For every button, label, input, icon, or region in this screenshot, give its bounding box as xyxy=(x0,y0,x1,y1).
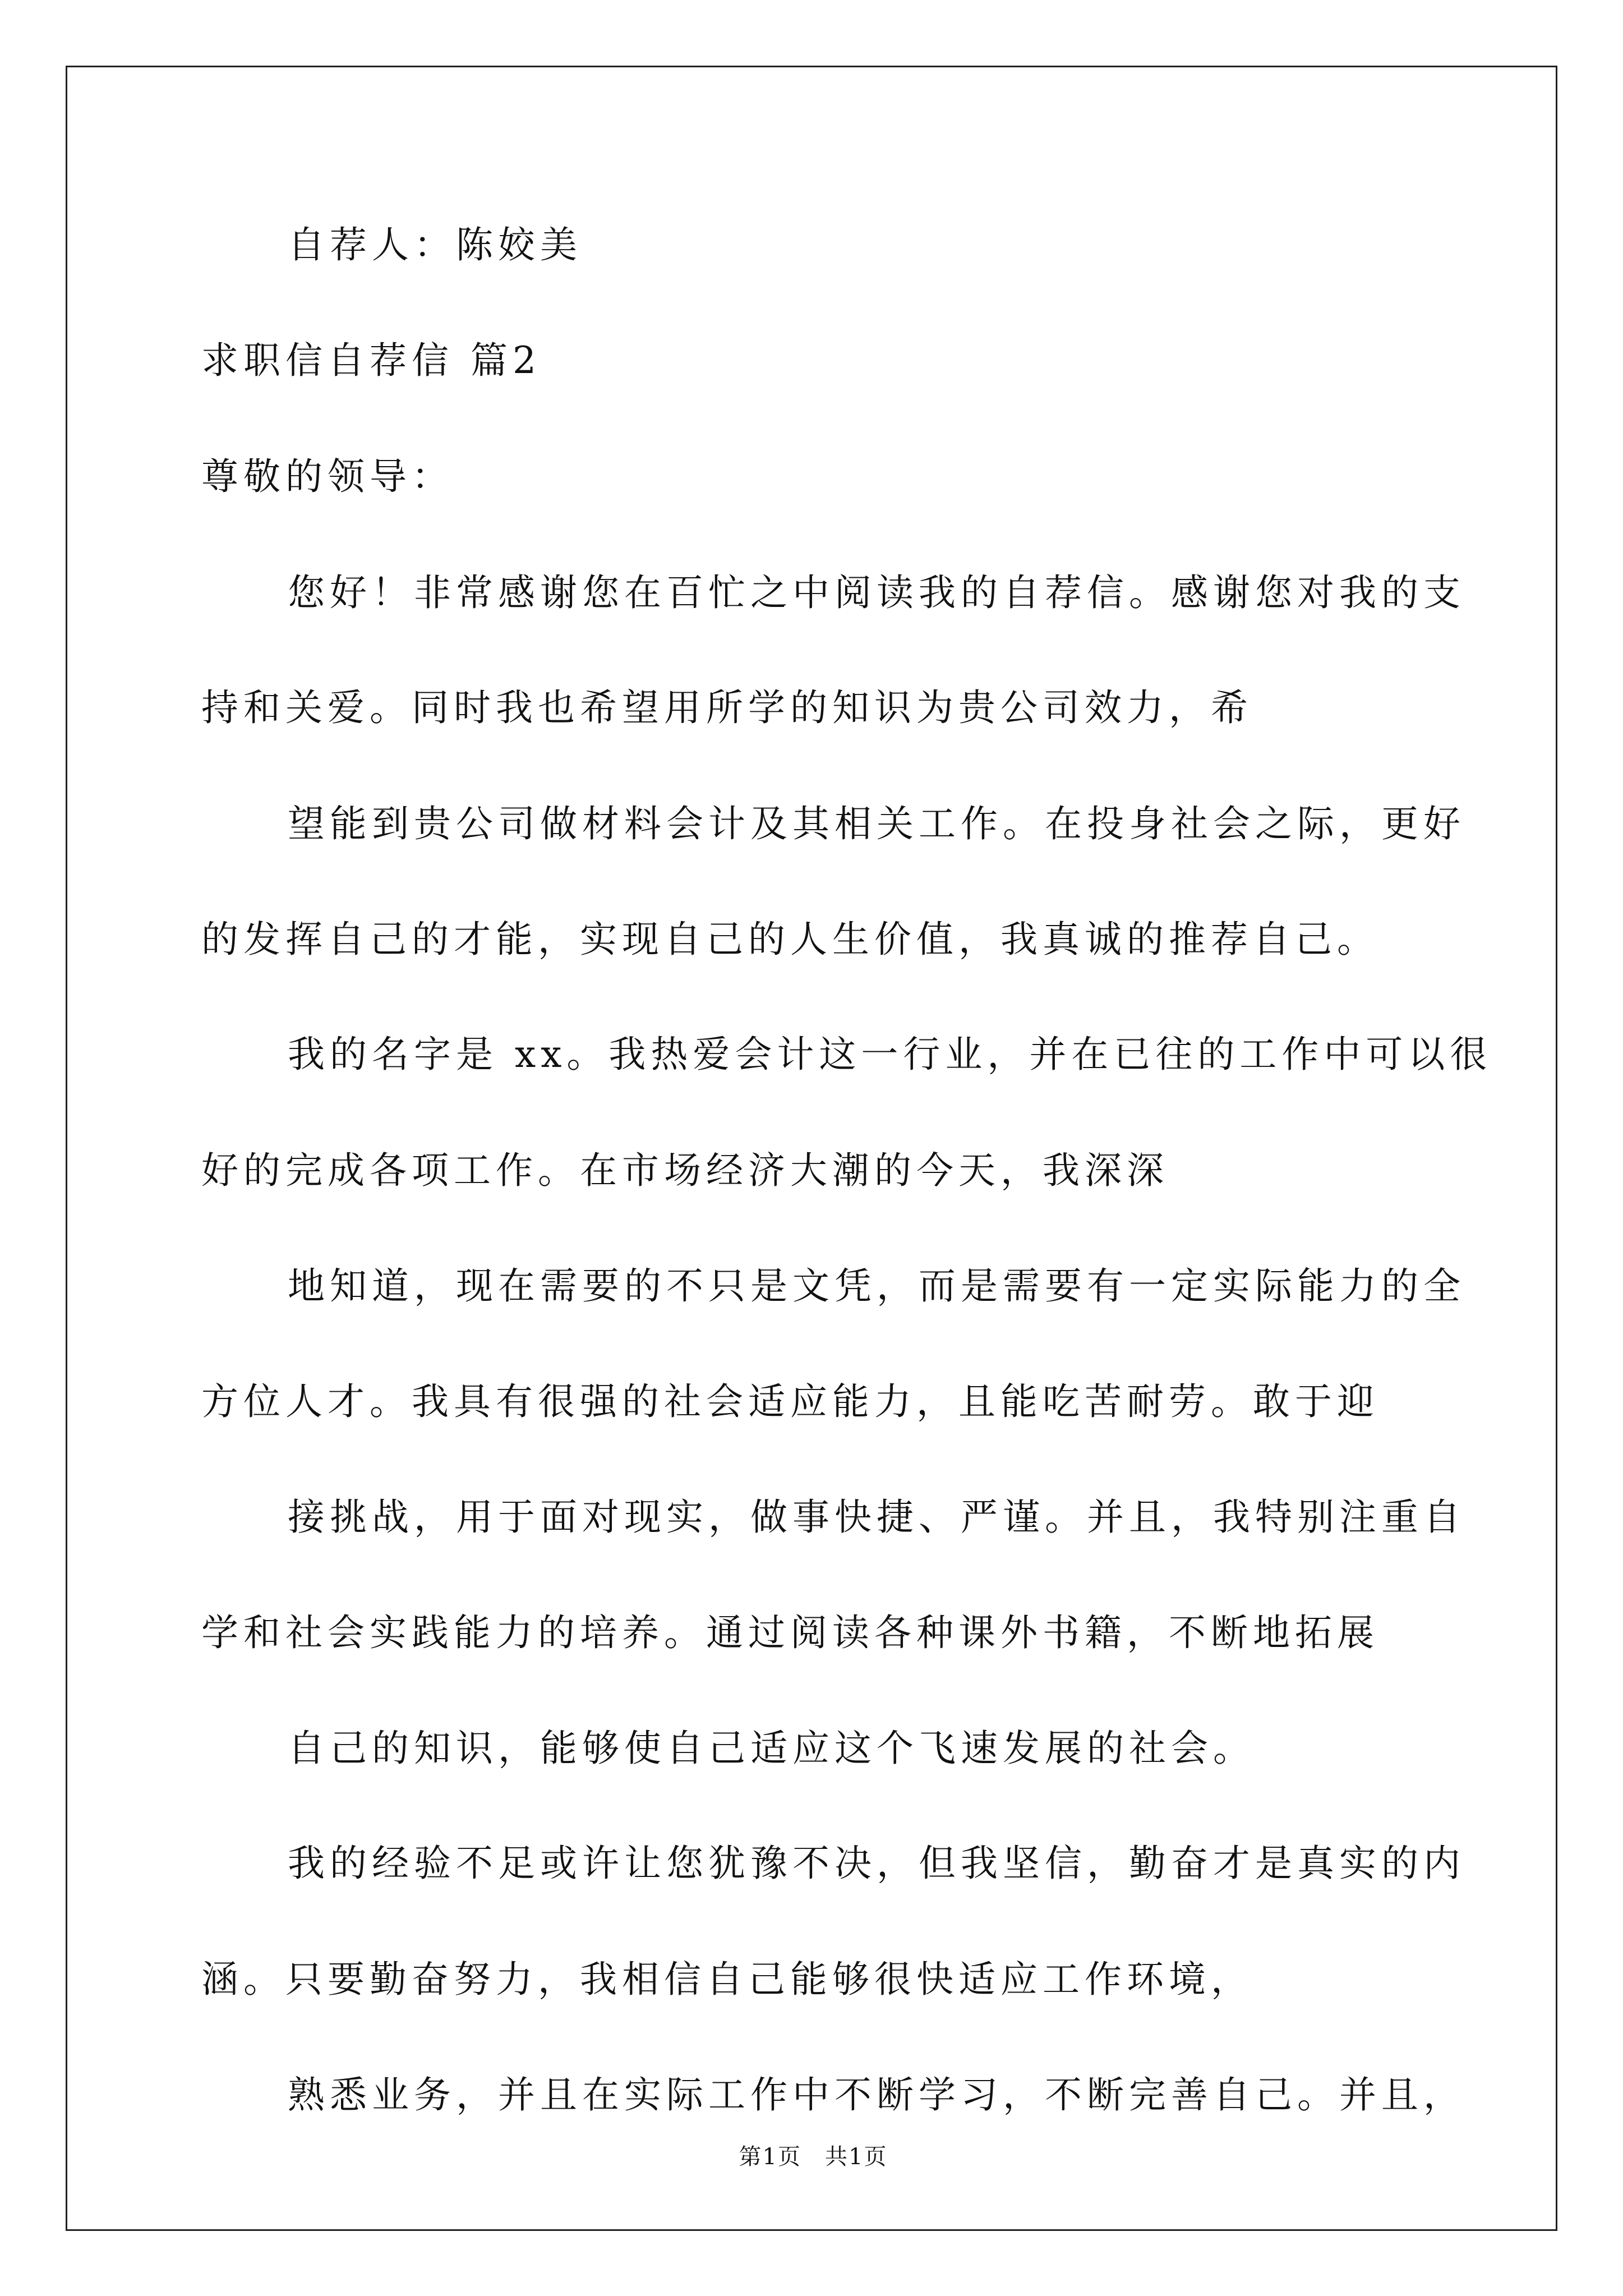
signature-line: 自荐人：陈姣美 xyxy=(288,223,582,266)
body-line: 涵。只要勤奋努力，我相信自己能够很快适应工作环境， xyxy=(201,1958,1253,2001)
body-line: 好的完成各项工作。在市场经济大潮的今天，我深深 xyxy=(201,1149,1169,1192)
body-line: 望能到贵公司做材料会计及其相关工作。在投身社会之际，更好 xyxy=(288,802,1465,845)
body-line: 的发挥自己的才能，实现自己的人生价值，我真诚的推荐自己。 xyxy=(201,918,1379,961)
page-footer: 第1页 共1页 xyxy=(739,2144,888,2170)
body-line: 自己的知识，能够使自己适应这个飞速发展的社会。 xyxy=(288,1727,1255,1770)
body-line: 地知道，现在需要的不只是文凭，而是需要有一定实际能力的全 xyxy=(288,1264,1465,1308)
body-line: 您好！非常感谢您在百忙之中阅读我的自荐信。感谢您对我的支 xyxy=(288,571,1465,614)
body-line: 学和社会实践能力的培养。通过阅读各种课外书籍，不断地拓展 xyxy=(201,1611,1379,1654)
body-line: 持和关爱。同时我也希望用所学的知识为贵公司效力，希 xyxy=(201,686,1253,729)
body-line: 我的名字是 xx。我热爱会计这一行业，并在已往的工作中可以很 xyxy=(288,1033,1492,1076)
body-line: 我的经验不足或许让您犹豫不决，但我坚信，勤奋才是真实的内 xyxy=(288,1842,1465,1885)
body-line: 方位人才。我具有很强的社会适应能力，且能吃苦耐劳。敢于迎 xyxy=(201,1380,1379,1423)
page-frame xyxy=(66,66,1557,2231)
body-line: 熟悉业务，并且在实际工作中不断学习，不断完善自己。并且， xyxy=(288,2073,1465,2116)
section-heading: 求职信自荐信 篇2 xyxy=(201,339,541,382)
body-line: 接挑战，用于面对现实，做事快捷、严谨。并且，我特别注重自 xyxy=(288,1496,1465,1539)
salutation: 尊敬的领导： xyxy=(201,455,454,498)
